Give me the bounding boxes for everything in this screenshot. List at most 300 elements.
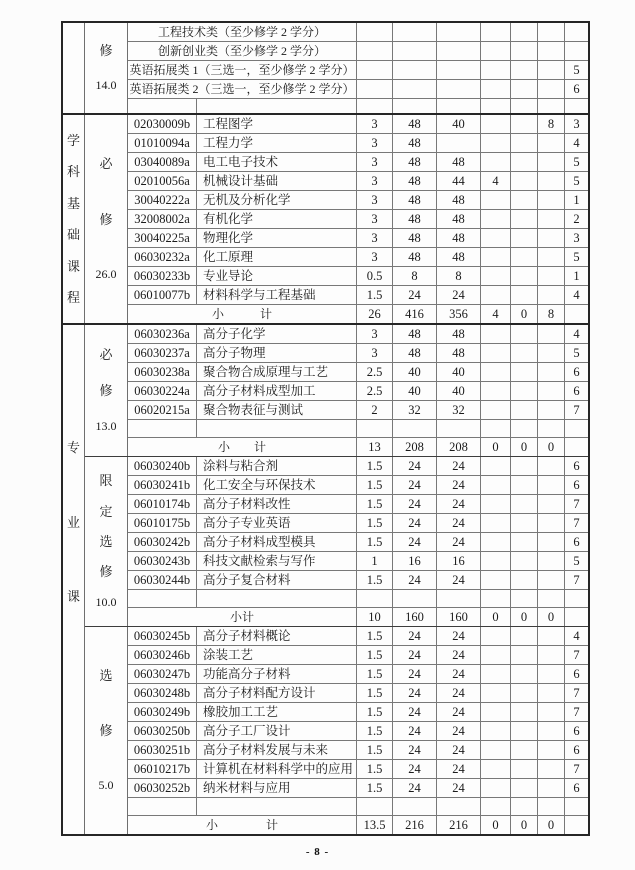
term-cell	[564, 590, 588, 607]
practice-hours-cell	[510, 741, 537, 759]
table-row	[128, 41, 588, 60]
category-cell	[63, 115, 85, 323]
total-hours-cell: 40	[392, 363, 436, 381]
section-blocks	[85, 23, 588, 113]
lecture-hours-cell: 24	[436, 571, 480, 589]
course-block	[85, 626, 588, 834]
experiment-hours-cell	[480, 23, 510, 41]
type-char: 修	[99, 43, 113, 59]
other-hours-cell	[537, 779, 564, 797]
practice-hours-cell	[510, 267, 537, 285]
term-cell: 6	[564, 363, 588, 381]
other-hours-cell	[537, 476, 564, 494]
type-char: 限	[99, 473, 113, 489]
table-section	[63, 323, 588, 834]
other-hours-cell	[537, 457, 564, 475]
course-block	[85, 23, 588, 113]
category-cell	[63, 23, 85, 113]
practice-hours-cell	[510, 571, 537, 589]
total-hours-cell: 48	[392, 325, 436, 343]
type-credit-cell	[85, 325, 128, 456]
experiment-hours-cell: 0	[480, 816, 510, 834]
term-cell: 5	[564, 61, 588, 79]
total-hours-cell: 48	[392, 229, 436, 247]
lecture-hours-cell: 8	[436, 267, 480, 285]
table-row	[128, 400, 588, 419]
total-hours-cell: 24	[392, 684, 436, 702]
practice-hours-cell	[510, 495, 537, 513]
table-row	[128, 627, 588, 645]
table-row	[128, 115, 588, 133]
other-hours-cell	[537, 495, 564, 513]
term-cell: 4	[564, 627, 588, 645]
practice-hours-cell	[510, 627, 537, 645]
course-name-cell: 高分子材料发展与未来	[196, 741, 356, 759]
course-code-cell	[128, 590, 196, 607]
course-name-cell: 计算机在材料科学中的应用	[196, 760, 356, 778]
course-name-cell: 高分子材料成型模具	[196, 533, 356, 551]
course-name-cell: 涂装工艺	[196, 646, 356, 664]
total-hours-cell: 48	[392, 153, 436, 171]
block-credit: 13.0	[95, 419, 117, 433]
credit-cell: 1.5	[356, 571, 392, 589]
practice-hours-cell	[510, 325, 537, 343]
practice-hours-cell	[510, 533, 537, 551]
experiment-hours-cell	[480, 798, 510, 815]
practice-hours-cell	[510, 229, 537, 247]
course-name-cell: 高分子材料配方设计	[196, 684, 356, 702]
other-hours-cell	[537, 590, 564, 607]
term-cell	[564, 798, 588, 815]
total-hours-cell	[392, 42, 436, 60]
table-row	[128, 475, 588, 494]
term-cell: 7	[564, 684, 588, 702]
type-char: 修	[99, 723, 113, 738]
other-hours-cell	[537, 210, 564, 228]
credit-cell: 3	[356, 248, 392, 266]
experiment-hours-cell: 4	[480, 172, 510, 190]
lecture-hours-cell: 216	[436, 816, 480, 834]
course-name-cell: 高分子复合材料	[196, 571, 356, 589]
table-row	[128, 23, 588, 41]
lecture-hours-cell: 24	[436, 779, 480, 797]
course-code-cell: 01010094a	[134, 135, 190, 150]
lecture-hours-cell: 24	[436, 684, 480, 702]
term-cell	[564, 23, 588, 41]
credit-cell: 1.5	[356, 476, 392, 494]
course-name-cell	[196, 798, 356, 815]
lecture-hours-cell: 24	[436, 457, 480, 475]
other-hours-cell	[537, 420, 564, 437]
table-row	[128, 570, 588, 589]
table-row	[128, 759, 588, 778]
total-hours-cell: 48	[392, 248, 436, 266]
term-cell: 4	[564, 325, 588, 343]
other-hours-cell: 8	[537, 305, 564, 323]
experiment-hours-cell	[480, 210, 510, 228]
type-credit-cell	[85, 457, 128, 626]
course-name-cell: 橡胶加工工艺	[196, 703, 356, 721]
table-row	[128, 325, 588, 343]
type-credit-cell	[85, 23, 128, 113]
experiment-hours-cell	[480, 401, 510, 419]
course-name-cell: 高分子工厂设计	[196, 722, 356, 740]
lecture-hours-cell: 48	[436, 191, 480, 209]
lecture-hours-cell: 32	[436, 401, 480, 419]
table-row	[128, 457, 588, 475]
block-credit: 14.0	[95, 77, 117, 92]
table-row	[128, 683, 588, 702]
course-name-cell: 高分子材料改性	[196, 495, 356, 513]
practice-hours-cell	[510, 382, 537, 400]
course-block	[85, 456, 588, 626]
other-hours-cell: 8	[537, 115, 564, 133]
other-hours-cell	[537, 153, 564, 171]
credit-cell	[356, 61, 392, 79]
course-name-cell: 工程图学	[196, 115, 356, 133]
practice-hours-cell	[510, 286, 537, 304]
experiment-hours-cell	[480, 646, 510, 664]
term-cell: 2	[564, 210, 588, 228]
table-row	[128, 79, 588, 98]
credit-cell: 26	[356, 305, 392, 323]
experiment-hours-cell	[480, 514, 510, 532]
total-hours-cell: 48	[392, 210, 436, 228]
category-char: 课	[66, 258, 80, 274]
credit-cell: 1.5	[356, 646, 392, 664]
term-cell: 1	[564, 191, 588, 209]
block-rows	[128, 325, 588, 456]
course-code-cell: 06030242b	[133, 534, 191, 549]
other-hours-cell	[537, 363, 564, 381]
term-cell: 6	[564, 722, 588, 740]
credit-cell: 3	[356, 210, 392, 228]
term-cell: 6	[564, 665, 588, 683]
term-cell: 6	[564, 80, 588, 98]
page-number: - 8 -	[305, 846, 330, 858]
credit-cell: 1.5	[356, 779, 392, 797]
other-hours-cell: 0	[537, 438, 564, 456]
credit-cell: 2.5	[356, 382, 392, 400]
course-code-cell: 02010056a	[134, 173, 190, 188]
lecture-hours-cell: 24	[436, 533, 480, 551]
total-hours-cell: 48	[392, 115, 436, 133]
course-name-cell	[196, 590, 356, 607]
course-name-cell: 专业导论	[196, 267, 356, 285]
course-code-cell: 06030236a	[134, 326, 190, 341]
total-hours-cell: 24	[392, 495, 436, 513]
practice-hours-cell	[510, 684, 537, 702]
experiment-hours-cell	[480, 134, 510, 152]
credit-cell	[356, 420, 392, 437]
total-hours-cell: 24	[392, 722, 436, 740]
other-hours-cell	[537, 344, 564, 362]
course-name-cell	[196, 99, 356, 113]
experiment-hours-cell	[480, 115, 510, 133]
table-row	[128, 190, 588, 209]
category-char: 程	[66, 290, 80, 306]
total-hours-cell: 16	[392, 552, 436, 570]
practice-hours-cell: 0	[510, 608, 537, 626]
course-code-cell: 06030245b	[133, 628, 191, 643]
table-row	[128, 740, 588, 759]
credit-cell: 1.5	[356, 533, 392, 551]
category-char: 科	[66, 164, 80, 180]
practice-hours-cell	[510, 23, 537, 41]
course-name-cell: 化工原理	[196, 248, 356, 266]
lecture-hours-cell	[436, 42, 480, 60]
course-name-cell: 物理化学	[196, 229, 356, 247]
practice-hours-cell	[510, 420, 537, 437]
lecture-hours-cell	[436, 590, 480, 607]
term-cell: 5	[564, 248, 588, 266]
term-cell: 5	[564, 153, 588, 171]
lecture-hours-cell: 48	[436, 153, 480, 171]
term-cell: 6	[564, 741, 588, 759]
credit-cell: 1.5	[356, 684, 392, 702]
experiment-hours-cell	[480, 627, 510, 645]
other-hours-cell	[537, 571, 564, 589]
block-rows	[128, 457, 588, 626]
term-cell: 1	[564, 267, 588, 285]
lecture-hours-cell: 48	[436, 344, 480, 362]
course-name-cell: 高分子材料概论	[196, 627, 356, 645]
lecture-hours-cell: 40	[436, 382, 480, 400]
term-cell: 3	[564, 229, 588, 247]
table-row	[128, 664, 588, 683]
other-hours-cell	[537, 703, 564, 721]
lecture-hours-cell	[436, 798, 480, 815]
credit-cell: 13	[356, 438, 392, 456]
table-row	[128, 381, 588, 400]
total-hours-cell: 24	[392, 741, 436, 759]
total-hours-cell: 416	[392, 305, 436, 323]
section-blocks	[85, 115, 588, 323]
lecture-hours-cell: 16	[436, 552, 480, 570]
practice-hours-cell	[510, 248, 537, 266]
other-hours-cell	[537, 191, 564, 209]
other-hours-cell	[537, 646, 564, 664]
credit-cell	[356, 590, 392, 607]
lecture-hours-cell: 48	[436, 210, 480, 228]
term-cell	[564, 608, 588, 626]
practice-hours-cell	[510, 363, 537, 381]
category-char: 业	[66, 514, 80, 530]
other-hours-cell	[537, 760, 564, 778]
other-hours-cell	[537, 798, 564, 815]
practice-hours-cell	[510, 665, 537, 683]
practice-hours-cell: 0	[510, 438, 537, 456]
table-row	[128, 797, 588, 815]
experiment-hours-cell	[480, 741, 510, 759]
type-char: 选	[99, 668, 113, 683]
type-char: 必	[99, 156, 113, 172]
lecture-hours-cell: 160	[436, 608, 480, 626]
experiment-hours-cell	[480, 382, 510, 400]
practice-hours-cell	[510, 210, 537, 228]
experiment-hours-cell	[480, 703, 510, 721]
other-hours-cell	[537, 627, 564, 645]
table-row	[128, 285, 588, 304]
total-hours-cell	[392, 798, 436, 815]
credit-cell: 0.5	[356, 267, 392, 285]
term-cell: 6	[564, 476, 588, 494]
term-cell: 7	[564, 571, 588, 589]
credit-cell: 1.5	[356, 722, 392, 740]
practice-hours-cell	[510, 42, 537, 60]
practice-hours-cell	[510, 552, 537, 570]
lecture-hours-cell: 24	[436, 760, 480, 778]
lecture-hours-cell: 24	[436, 722, 480, 740]
experiment-hours-cell: 0	[480, 438, 510, 456]
course-name-cell: 纳米材料与应用	[196, 779, 356, 797]
table-row	[128, 209, 588, 228]
credit-cell	[356, 80, 392, 98]
total-hours-cell: 216	[392, 816, 436, 834]
other-hours-cell: 0	[537, 816, 564, 834]
course-block	[85, 115, 588, 323]
other-hours-cell	[537, 684, 564, 702]
span-label-cell: 英语拓展类 2（三选一，至少修学 2 学分）	[129, 81, 355, 96]
experiment-hours-cell	[480, 248, 510, 266]
total-hours-cell: 24	[392, 533, 436, 551]
lecture-hours-cell: 24	[436, 286, 480, 304]
other-hours-cell	[537, 134, 564, 152]
total-hours-cell	[392, 61, 436, 79]
other-hours-cell	[537, 61, 564, 79]
table-row	[128, 98, 588, 113]
course-code-cell: 30040222a	[134, 192, 190, 207]
lecture-hours-cell: 208	[436, 438, 480, 456]
credit-cell: 3	[356, 325, 392, 343]
type-char: 修	[99, 564, 113, 580]
experiment-hours-cell	[480, 760, 510, 778]
course-code-cell: 06010217b	[133, 761, 191, 776]
block-rows	[128, 627, 588, 834]
other-hours-cell	[537, 23, 564, 41]
experiment-hours-cell	[480, 286, 510, 304]
course-code-cell: 03040089a	[134, 154, 190, 169]
credit-cell: 1	[356, 552, 392, 570]
practice-hours-cell	[510, 99, 537, 113]
credit-cell: 3	[356, 191, 392, 209]
total-hours-cell: 24	[392, 627, 436, 645]
table-row	[128, 589, 588, 607]
category-cell	[63, 325, 85, 834]
practice-hours-cell	[510, 760, 537, 778]
experiment-hours-cell	[480, 495, 510, 513]
table-row	[128, 343, 588, 362]
table-row	[128, 551, 588, 570]
course-code-cell: 06030232a	[134, 249, 190, 264]
block-credit: 10.0	[95, 594, 117, 609]
other-hours-cell	[537, 286, 564, 304]
block-rows	[128, 23, 588, 113]
table-section	[63, 113, 588, 323]
credit-cell: 1.5	[356, 514, 392, 532]
other-hours-cell	[537, 42, 564, 60]
practice-hours-cell	[510, 476, 537, 494]
lecture-hours-cell	[436, 23, 480, 41]
course-code-cell: 06030224a	[134, 383, 190, 398]
course-code-cell: 06010174b	[133, 496, 191, 511]
table-row	[128, 362, 588, 381]
credit-cell	[356, 23, 392, 41]
block-credit: 26.0	[95, 266, 117, 281]
course-code-cell	[128, 420, 196, 437]
total-hours-cell	[392, 23, 436, 41]
subtotal-label-cell: 小 计	[205, 817, 278, 832]
table-row	[128, 266, 588, 285]
term-cell: 7	[564, 495, 588, 513]
total-hours-cell: 24	[392, 779, 436, 797]
practice-hours-cell	[510, 344, 537, 362]
experiment-hours-cell	[480, 665, 510, 683]
course-code-cell: 06020215a	[134, 402, 190, 417]
experiment-hours-cell	[480, 552, 510, 570]
term-cell: 6	[564, 779, 588, 797]
lecture-hours-cell: 24	[436, 703, 480, 721]
course-code-cell: 06030252b	[133, 780, 191, 795]
total-hours-cell: 48	[392, 191, 436, 209]
credit-cell: 1.5	[356, 457, 392, 475]
practice-hours-cell	[510, 457, 537, 475]
other-hours-cell	[537, 99, 564, 113]
lecture-hours-cell	[436, 61, 480, 79]
credit-cell: 3	[356, 172, 392, 190]
experiment-hours-cell	[480, 153, 510, 171]
other-hours-cell	[537, 533, 564, 551]
credit-cell: 13.5	[356, 816, 392, 834]
credit-cell	[356, 99, 392, 113]
term-cell: 3	[564, 115, 588, 133]
experiment-hours-cell: 0	[480, 608, 510, 626]
total-hours-cell: 48	[392, 134, 436, 152]
practice-hours-cell	[510, 646, 537, 664]
other-hours-cell: 0	[537, 608, 564, 626]
total-hours-cell: 40	[392, 382, 436, 400]
course-code-cell: 06030233b	[133, 268, 191, 283]
course-name-cell: 功能高分子材料	[196, 665, 356, 683]
type-credit-cell	[85, 115, 128, 323]
curriculum-table	[61, 21, 590, 836]
table-row	[128, 247, 588, 266]
subtotal-label-cell: 小 计	[211, 306, 272, 321]
course-code-cell: 06030246b	[133, 647, 191, 662]
lecture-hours-cell: 24	[436, 495, 480, 513]
table-row	[128, 437, 588, 456]
category-char: 基	[66, 195, 80, 211]
table-row	[128, 60, 588, 79]
course-name-cell: 材料科学与工程基础	[196, 286, 356, 304]
other-hours-cell	[537, 267, 564, 285]
other-hours-cell	[537, 325, 564, 343]
credit-cell: 1.5	[356, 286, 392, 304]
total-hours-cell: 48	[392, 172, 436, 190]
type-char: 定	[99, 503, 113, 519]
section-blocks	[85, 325, 588, 834]
table-row	[128, 532, 588, 551]
credit-cell: 1.5	[356, 665, 392, 683]
lecture-hours-cell: 48	[436, 248, 480, 266]
total-hours-cell: 24	[392, 665, 436, 683]
course-name-cell: 化工安全与环保技术	[196, 476, 356, 494]
practice-hours-cell	[510, 172, 537, 190]
credit-cell: 1.5	[356, 495, 392, 513]
term-cell	[564, 42, 588, 60]
total-hours-cell: 160	[392, 608, 436, 626]
total-hours-cell: 24	[392, 646, 436, 664]
